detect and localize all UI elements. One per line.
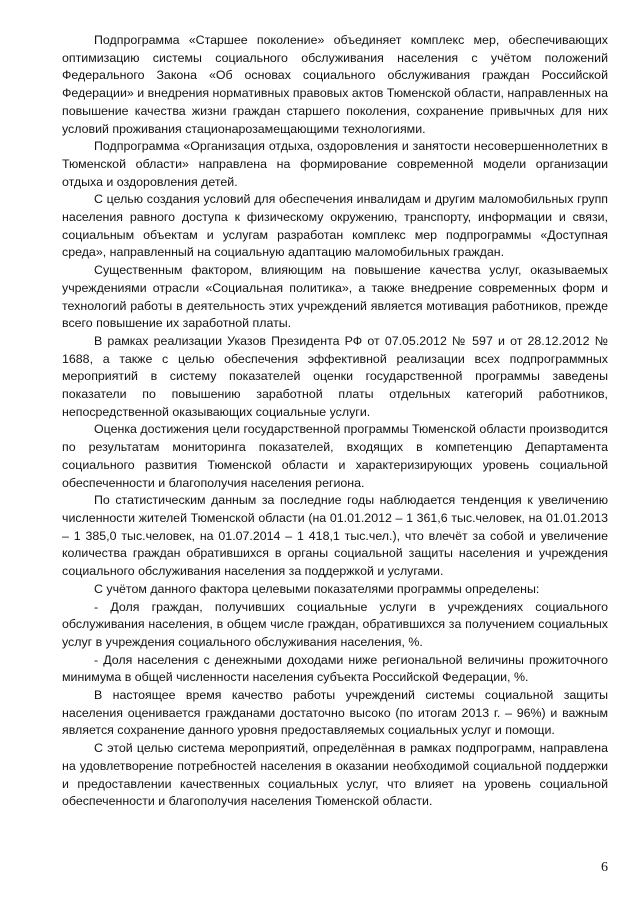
paragraph-motivatsiya: Существенным фактором, влияющим на повышение качества услуг, оказываемых учреждениями отрасли «Социальная политика», а также внедрение современных форм и технологий работы в деятельность этих учреждений является мотивация работников, прежде всего повышение их заработной платы. — [62, 263, 608, 331]
list-item-dolya-naseleniya: - Доля населения с денежными доходами ниже региональной величины прожиточного минимума в общей численности населения субъекта Российской Федерации, %. — [62, 652, 608, 685]
paragraph-statistika: По статистическим данным за последние годы наблюдается тенденция к увеличению численности жителей Тюменской области (на 01.01.2012 – 1 361,6 тыс.человек, на 01.01.2013 – 1 385,0 тыс.человек, на 01.07.2014 – 1 418,1 тыс.чел.), что влечёт за собой и увеличение количества граждан обратившихся в органы социальной защиты населения и учреждения социального обслуживания населения за поддержкой и услугами. — [62, 493, 608, 579]
paragraph-dostupnaya-sreda: С целью создания условий для обеспечения инвалидам и другим маломобильных групп населения равного доступа к физическому окружению, транспорту, информации и связи, социальным объектам и услугам разработан комплекс мер подпрограммы «Доступная среда», направленный на социальную адаптацию маломобильных граждан. — [62, 192, 608, 260]
document-body — [62, 32, 608, 811]
page-number: 6 — [601, 860, 608, 875]
paragraph-sistema-meropriyatiy: С этой целью система мероприятий, определённая в рамках подпрограмм, направлена на удовлетворение потребностей населения в оказании необходимой социальной поддержки и предоставлении качественных социальных услуг, что влияет на уровень социальной обеспеченности и благополучия населения Тюменской области. — [62, 741, 608, 809]
paragraph-kachestvo-raboty: В настоящее время качество работы учреждений системы социальной защиты населения оценивается гражданами достаточно высоко (по итогам 2013 г. – 96%) и важным является сохранение данного уровня предоставляемых социальных услуг и помощи. — [62, 688, 608, 738]
list-item-dolya-grazhdan: - Доля граждан, получивших социальные услуги в учреждениях социального обслуживания населения, в общем числе граждан, обратившихся за получением социальных услуг в учреждения социального обслуживания населения, %. — [62, 599, 608, 649]
paragraph-starshee-pokolenie: Подпрограмма «Старшее поколение» объединяет комплекс мер, обеспечивающих оптимизацию системы социального обслуживания населения с учётом положений Федерального Закона «Об основах социального обслуживания граждан Российской Федерации» и внедрения нормативных правовых актов Тюменской области, направленных на повышение качества жизни граждан старшего поколения, сохранение привычных для них условий проживания стационарозамещающими технологиями. — [62, 33, 609, 136]
paragraph-otsenka-tseli: Оценка достижения цели государственной программы Тюменской области производится по результатам мониторинга показателей, входящих в компетенцию Департамента социального развития Тюменской области и характеризирующих уровень социальной обеспеченности и благополучия населения региона. — [62, 422, 608, 490]
paragraph-tselevye-pokazateli: С учётом данного фактора целевыми показателями программы определены: — [94, 581, 540, 596]
paragraph-organizatsiya-otdykha: Подпрограмма «Организация отдыха, оздоровления и занятости несовершеннолетних в Тюменской области» направлена на формирование современной модели организации отдыха и оздоровления детей. — [62, 139, 608, 189]
paragraph-ukazy-prezidenta: В рамках реализации Указов Президента РФ от 07.05.2012 № 597 и от 28.12.2012 № 1688, а также с целью обеспечения эффективной реализации всех подпрограммных мероприятий в систему показателей оценки государственной программы заведены показатели по повышению заработной платы отдельных категорий работников, непосредственной оказывающих социальные услуги. — [62, 333, 608, 419]
